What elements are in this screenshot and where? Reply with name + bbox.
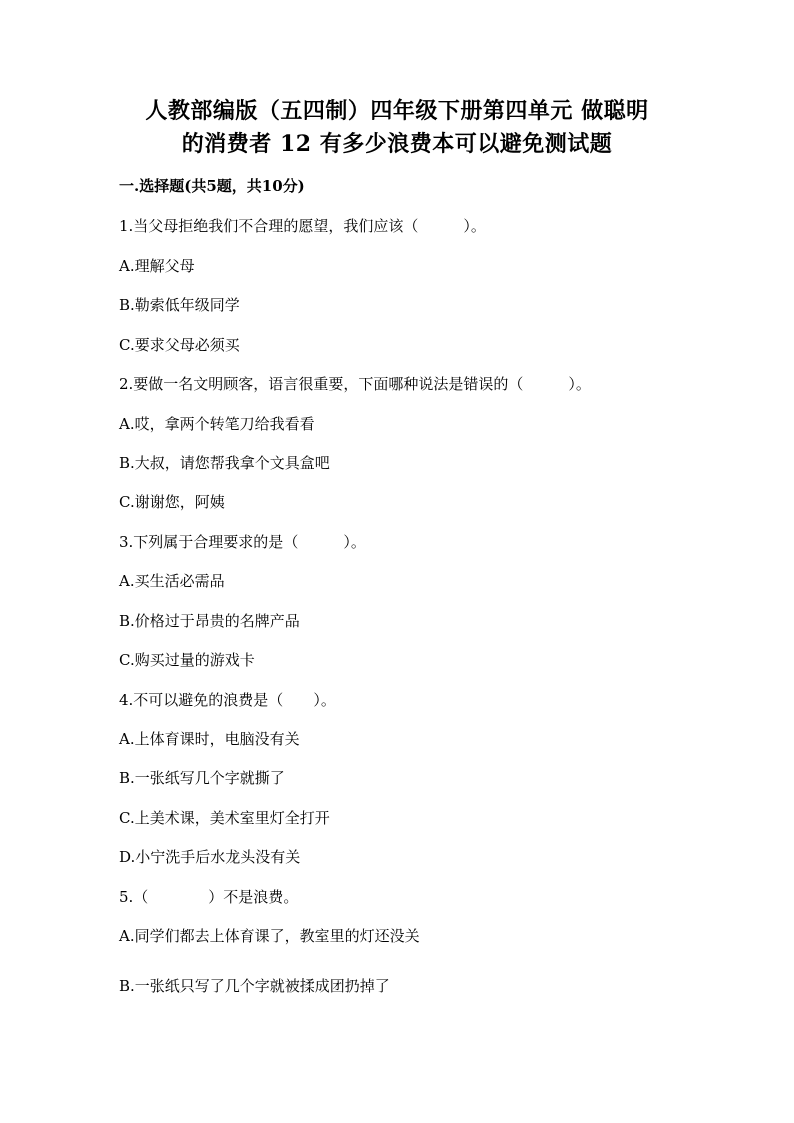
question-4-option-b: B.一张纸写几个字就撕了 (119, 769, 285, 787)
question-3-stem: 3.下列属于合理要求的是（ ）。 (119, 533, 366, 551)
question-4-option-a: A.上体育课时，电脑没有关 (119, 730, 300, 748)
question-4-option-d: D.小宁洗手后水龙头没有关 (119, 848, 301, 866)
question-2-option-c: C.谢谢您，阿姨 (119, 493, 225, 511)
question-5-option-a: A.同学们都去上体育课了，教室里的灯还没关 (119, 927, 420, 945)
question-3-option-a: A.买生活必需品 (119, 572, 225, 590)
question-3-option-b: B.价格过于昂贵的名牌产品 (119, 612, 300, 630)
section-heading: 一.选择题(共5题，共10分) (119, 177, 305, 195)
question-1-option-b: B.勒索低年级同学 (119, 296, 240, 314)
question-1-option-c: C.要求父母必须买 (119, 336, 240, 354)
question-4-option-c: C.上美术课，美术室里灯全打开 (119, 809, 330, 827)
question-2-option-a: A.哎，拿两个转笔刀给我看看 (119, 415, 315, 433)
question-2-stem: 2.要做一名文明顾客，语言很重要，下面哪种说法是错误的（ ）。 (119, 375, 591, 393)
question-5-option-b: B.一张纸只写了几个字就被揉成团扔掉了 (119, 977, 390, 995)
question-4-stem: 4.不可以避免的浪费是（ ）。 (119, 691, 336, 709)
question-1-option-a: A.理解父母 (119, 257, 195, 275)
question-3-option-c: C.购买过量的游戏卡 (119, 651, 255, 669)
question-5-stem: 5.（ ）不是浪费。 (119, 888, 299, 906)
question-2-option-b: B.大叔，请您帮我拿个文具盒吧 (119, 454, 330, 472)
document-title-line-2: 的消费者 12 有多少浪费本可以避免测试题 (181, 131, 613, 157)
question-1-stem: 1.当父母拒绝我们不合理的愿望，我们应该（ ）。 (119, 217, 486, 235)
document-title-line-1: 人教部编版（五四制）四年级下册第四单元 做聪明 (145, 98, 649, 124)
